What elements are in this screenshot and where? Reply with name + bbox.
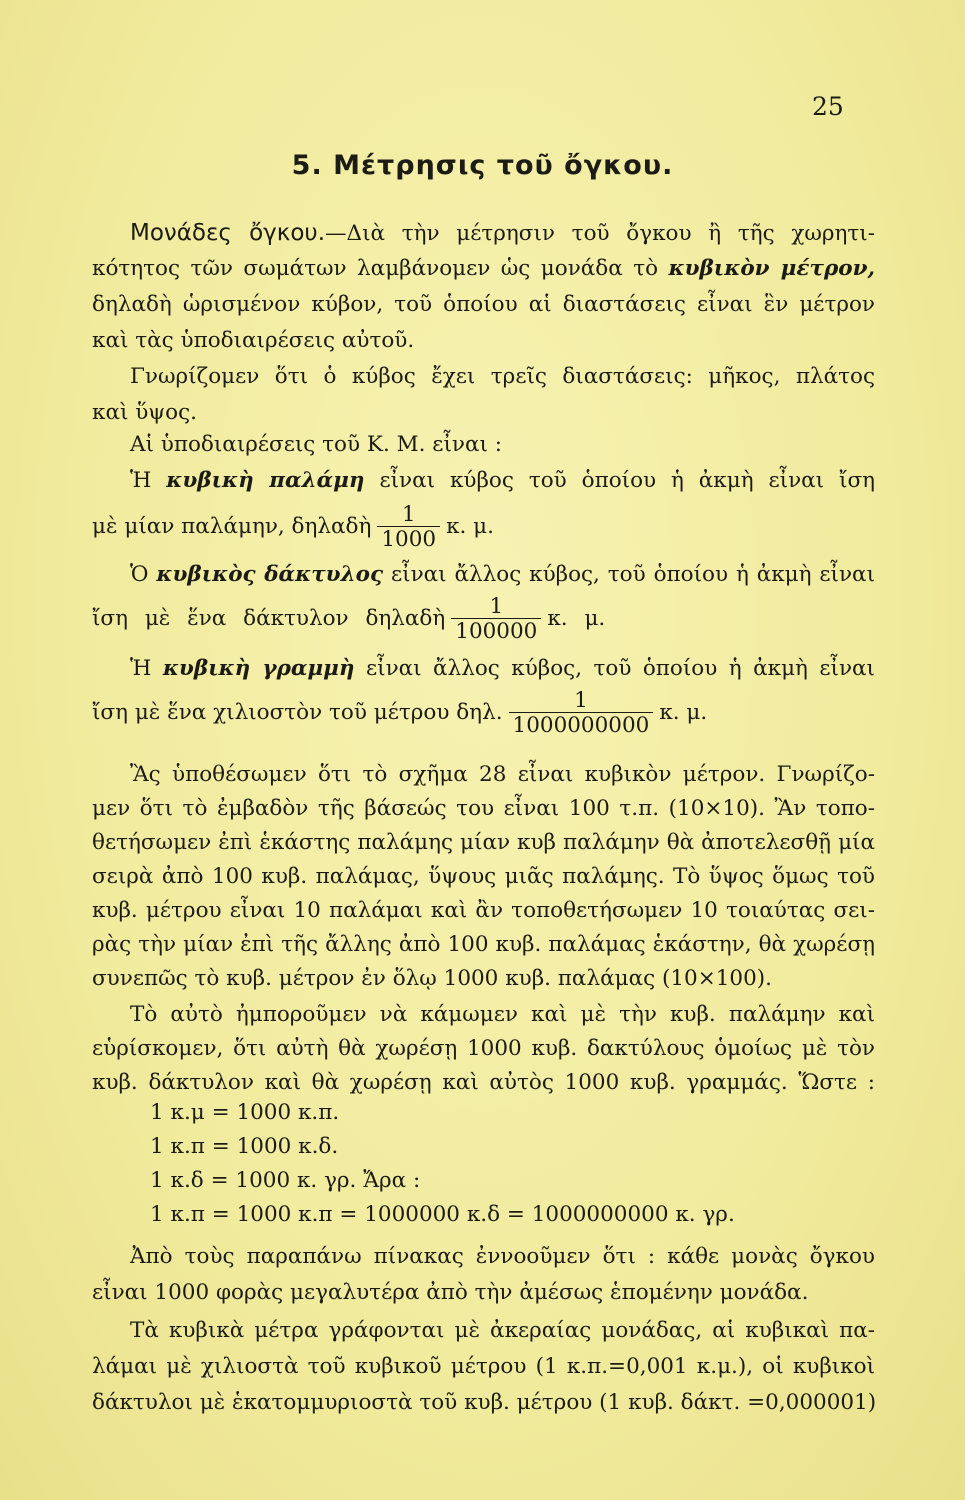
text-line: δάκτυλοι μὲ ἑκατομμυριοστὰ τοῦ κυβ. μέτρου (1 κυβ. δάκτ. =0,000001) bbox=[92, 1390, 877, 1415]
text-line: Γνωρίζομεν ὅτι ὁ κύβος ἔχει τρεῖς διαστάσεις: μῆκος, πλάτος bbox=[130, 364, 875, 389]
fraction-line: ἴση μὲ ἕνα δάκτυλον δηλαδὴ $\frac{1}{100000}$ κ. μ. bbox=[92, 593, 606, 644]
text-line: Ἂς ὑποθέσωμεν ὅτι τὸ σχῆμα 28 εἶναι κυβικὸν μέτρον. Γνωρίζο- bbox=[130, 762, 875, 787]
text-line: Αἱ ὑποδιαιρέσεις τοῦ Κ. Μ. εἶναι : bbox=[130, 432, 502, 457]
text-line: συνεπῶς τὸ κυβ. μέτρον ἐν ὅλῳ 1000 κυβ. παλάμας (10×100). bbox=[92, 966, 772, 991]
text-line: ρὰς τὴν μίαν ἐπὶ τῆς ἄλλης ἀπὸ 100 κυβ. παλάμας ἑκάστην, θὰ χωρέσῃ bbox=[92, 932, 875, 957]
text-line: εἶναι 1000 φορὰς μεγαλυτέρα ἀπὸ τὴν ἀμέσως ἑπομένην μονάδα. bbox=[92, 1280, 809, 1305]
text-line: μεν ὅτι τὸ ἐμβαδὸν τῆς βάσεώς του εἶναι 100 τ.π. (10×10). Ἂν τοπο- bbox=[92, 796, 875, 821]
section-title: 5. Μέτρησις τοῦ ὄγκου. bbox=[291, 150, 674, 181]
text-line: δηλαδὴ ὡρισμένον κύβον, τοῦ ὁποίου αἱ διαστάσεις εἶναι ἓν μέτρον bbox=[92, 292, 875, 317]
equation-line: 1 κ.δ = 1000 κ. γρ. Ἄρα : bbox=[150, 1168, 421, 1193]
text-line: Ἀπὸ τοὺς παραπάνω πίνακας ἐννοοῦμεν ὅτι : κάθε μονὰς ὄγκου bbox=[130, 1244, 875, 1269]
text-line: σειρὰ ἀπὸ 100 κυβ. παλάμας, ὕψους μιᾶς παλάμης. Τὸ ὕψος ὅμως τοῦ bbox=[92, 864, 875, 889]
text-line: λάμαι μὲ χιλιοστὰ τοῦ κυβικοῦ μέτρου (1 κ.π.=0,001 κ.μ.), οἱ κυβικοὶ bbox=[92, 1354, 875, 1379]
heading-term: Μονάδες ὄγκου. bbox=[130, 220, 326, 246]
fraction: $\frac{1}{1000000000}$ bbox=[509, 690, 654, 737]
text-line: καὶ ὕψος. bbox=[92, 400, 197, 425]
text-line: κότητος τῶν σωμάτων λαμβάνομεν ὡς μονάδα τὸ κυβικὸν μέτρον, bbox=[92, 256, 875, 281]
text-line: κυβ. δάκτυλον καὶ θὰ χωρέσῃ καὶ αὐτὸς 1000 κυβ. γραμμάς. Ὥστε : bbox=[92, 1070, 875, 1095]
text-line: κυβ. μέτρου εἶναι 10 παλάμαι καὶ ἂν τοποθετήσωμεν 10 τοιαύτας σει- bbox=[92, 898, 875, 923]
text-line: Ἡ κυβικὴ γραμμὴ εἶναι ἄλλος κύβος, τοῦ ὁποίου ἡ ἀκμὴ εἶναι bbox=[130, 656, 875, 681]
text-line: θετήσωμεν ἐπὶ ἑκάστης παλάμης μίαν κυβ παλάμην θὰ ἀποτελεσθῇ μία bbox=[92, 830, 875, 855]
text-line: καὶ τὰς ὑποδιαιρέσεις αὐτοῦ. bbox=[92, 328, 415, 353]
text-line: Ἡ κυβικὴ παλάμη εἶναι κύβος τοῦ ὁποίου ἡ ἀκμὴ εἶναι ἴση bbox=[130, 468, 875, 493]
text-line: Τὰ κυβικὰ μέτρα γράφονται μὲ ἀκεραίας μονάδας, αἱ κυβικαὶ πα- bbox=[130, 1318, 875, 1343]
term-bold: κυβικὸν μέτρον, bbox=[668, 256, 875, 281]
fraction: $\frac{1}{1000}$ bbox=[377, 504, 440, 551]
equation-line: 1 κ.π = 1000 κ.π = 1000000 κ.δ = 1000000000 κ. γρ. bbox=[150, 1202, 735, 1227]
text-line: εὑρίσκομεν, ὅτι αὐτὴ θὰ χωρέσῃ 1000 κυβ. δακτύλους ὁμοίως μὲ τὸν bbox=[92, 1036, 875, 1061]
equation-line: 1 κ.π = 1000 κ.δ. bbox=[150, 1134, 339, 1159]
text-line: Μονάδες ὄγκου.—Διὰ τὴν μέτρησιν τοῦ ὄγκου ἢ τῆς χωρητι- bbox=[130, 220, 876, 246]
fraction-line: ἴση μὲ ἕνα χιλιοστὸν τοῦ μέτρου δηλ. $\frac{1}{1000000000}$ κ. μ. bbox=[92, 687, 708, 738]
equation-line: 1 κ.μ = 1000 κ.π. bbox=[150, 1100, 340, 1125]
text-line: Τὸ αὐτὸ ἠμποροῦμεν νὰ κάμωμεν καὶ μὲ τὴν κυβ. παλάμην καὶ bbox=[130, 1002, 875, 1027]
fraction: $\frac{1}{100000}$ bbox=[451, 596, 541, 643]
text-line: Ὁ κυβικὸς δάκτυλος εἶναι ἄλλος κύβος, τοῦ ὁποίου ἡ ἀκμὴ εἶναι bbox=[130, 562, 876, 587]
fraction-line: μὲ μίαν παλάμην, δηλαδὴ $\frac{1}{1000}$ κ. μ. bbox=[92, 501, 494, 552]
page-number: 25 bbox=[812, 92, 844, 121]
